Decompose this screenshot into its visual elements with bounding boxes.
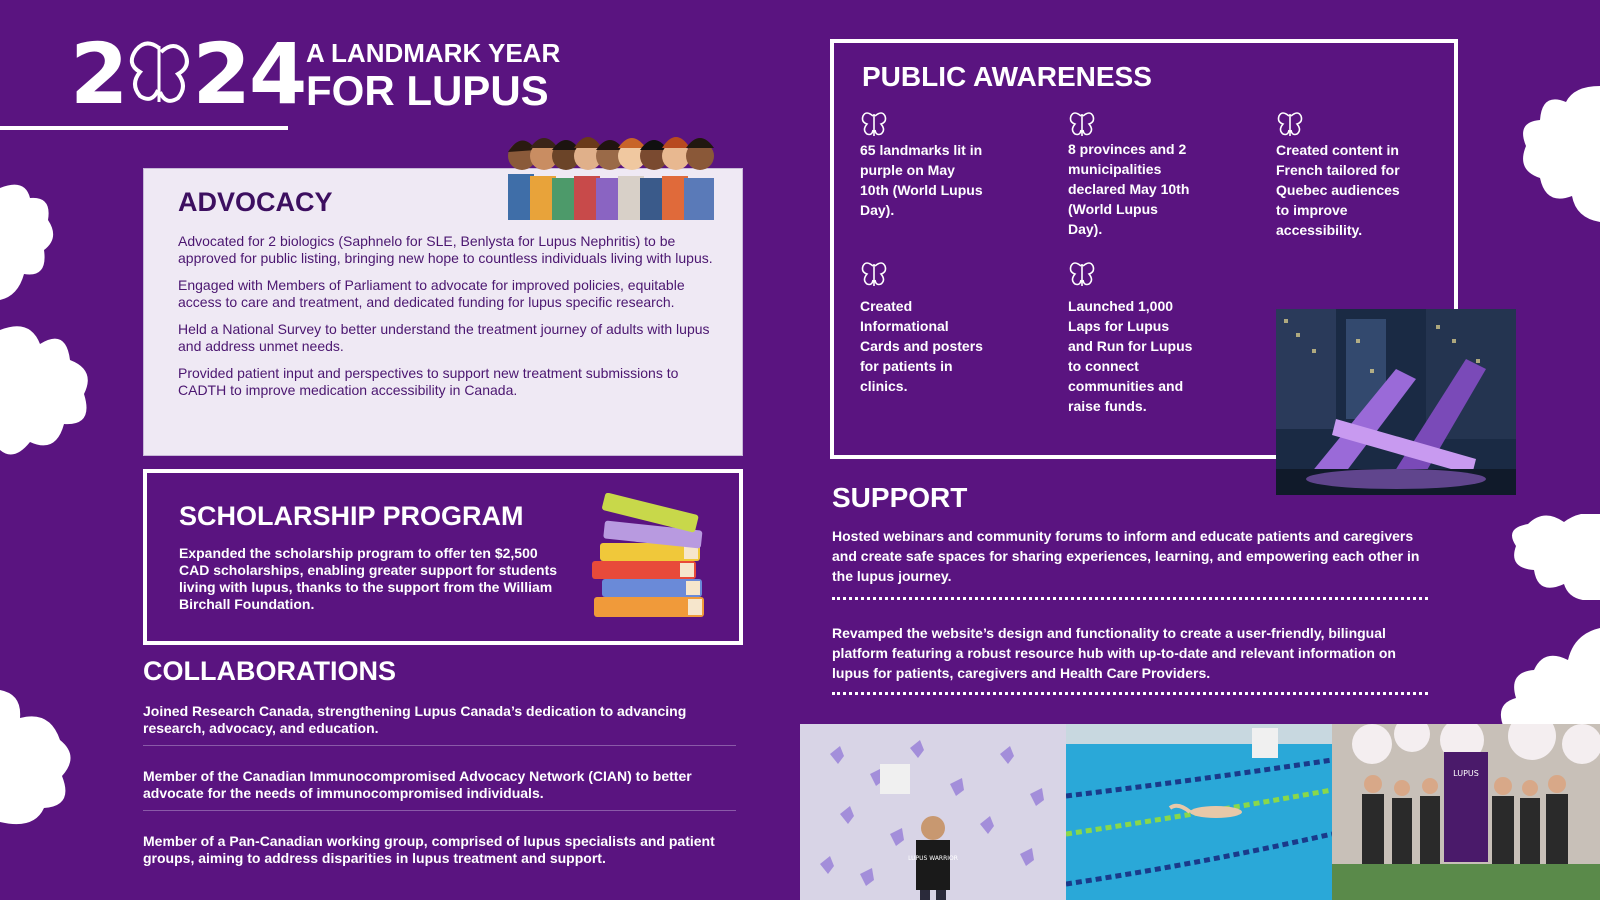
year-digit-left: 2 (70, 25, 127, 123)
support-item: Hosted webinars and community forums to inform and educate patients and caregivers and create safe spaces for sharing experiences, learning, and empowering each other in the lupus journey. (832, 528, 1420, 584)
butterfly-icon (1068, 110, 1096, 138)
advocacy-paragraph: Engaged with Members of Parliament to advocate for improved policies, equitable access to care and treatment, and dedicated funding for lupus specific research. (178, 277, 685, 310)
puzzle-piece-right-2 (1504, 514, 1600, 600)
year-digit-right: 24 (192, 25, 306, 123)
advocacy-paragraph: Held a National Survey to better understand the treatment journey of adults with lupus and address unmet needs. (178, 321, 710, 354)
awareness-item: 65 landmarks lit in purple on May 10th (World Lupus Day). (860, 142, 983, 218)
diverse-people-illustration (508, 126, 716, 220)
public-awareness-title: PUBLIC AWARENESS (862, 61, 1152, 92)
butterfly-icon (126, 38, 192, 110)
year-heading (70, 25, 306, 123)
butterfly-wall-photo (800, 724, 1066, 900)
header-underline (0, 126, 288, 130)
landmark-lit-purple-photo (1276, 309, 1516, 495)
tagline-line-2: FOR LUPUS (306, 67, 549, 114)
dotted-divider (832, 692, 1428, 695)
tagline (306, 38, 560, 114)
butterfly-icon (1276, 110, 1304, 138)
support-title: SUPPORT (832, 482, 968, 513)
collaboration-item: Member of the Canadian Immunocompromised Advocacy Network (CIAN) to better advocate for the needs of immunocompromised individuals. (143, 768, 692, 801)
puzzle-piece-right-3 (1494, 628, 1600, 728)
book-stack-illustration (588, 493, 714, 623)
tagline-line-1: A LANDMARK YEAR (306, 38, 561, 68)
butterfly-icon (860, 260, 888, 288)
butterfly-icon (860, 110, 888, 138)
support-item: Revamped the website’s design and functionality to create a user-friendly, bilingual platform featuring a robust resource hub with up-to-date and relevant information on lupus for patients, caregivers and Health Care Providers. (832, 625, 1396, 681)
butterfly-icon (1068, 260, 1096, 288)
puzzle-piece-right-1 (1516, 86, 1600, 222)
collaboration-item: Member of a Pan-Canadian working group, comprised of lupus specialists and patient groups, aiming to address disparities in lupus treatment and support. (143, 833, 715, 866)
swimming-pool-photo (1066, 724, 1332, 900)
advocacy-paragraph: Provided patient input and perspectives to support new treatment submissions to CADTH to improve medication accessibility in Canada. (178, 365, 679, 398)
awareness-item: Launched 1,000 Laps for Lupus and Run for Lupus to connect communities and raise funds. (1068, 298, 1193, 414)
dotted-divider (832, 597, 1428, 600)
banner-text: LUPUS (1453, 769, 1479, 778)
puzzle-piece-left-3 (0, 690, 80, 830)
shirt-text: LUPUS WARRIOR (908, 855, 958, 862)
scholarship-title: SCHOLARSHIP PROGRAM (179, 501, 524, 531)
puzzle-piece-left-1 (0, 178, 60, 308)
divider (143, 810, 736, 811)
collaboration-item: Joined Research Canada, strengthening Lupus Canada’s dedication to advancing research, advocacy, and education. (143, 703, 687, 736)
awareness-item: Created content in French tailored for Quebec audiences to improve accessibility. (1276, 142, 1400, 238)
advocacy-title: ADVOCACY (178, 187, 333, 217)
scholarship-text: Expanded the scholarship program to offer ten $2,500 CAD scholarships, enabling greater support for students living with lupus, thanks to the support from the William Birchall Foundation. (179, 545, 558, 612)
divider (143, 745, 736, 746)
awareness-item: 8 provinces and 2 municipalities declared May 10th (World Lupus Day). (1068, 141, 1190, 237)
advocacy-paragraphs (178, 233, 718, 409)
collaborations-title: COLLABORATIONS (143, 656, 396, 686)
awareness-item: Created Informational Cards and posters for patients in clinics. (860, 298, 983, 394)
puzzle-piece-left-2 (0, 322, 96, 462)
group-event-photo (1332, 724, 1600, 900)
advocacy-paragraph: Advocated for 2 biologics (Saphnelo for SLE, Benlysta for Lupus Nephritis) to be approved for public listing, bringing new hope to countless individuals living with lupus. (178, 233, 713, 266)
